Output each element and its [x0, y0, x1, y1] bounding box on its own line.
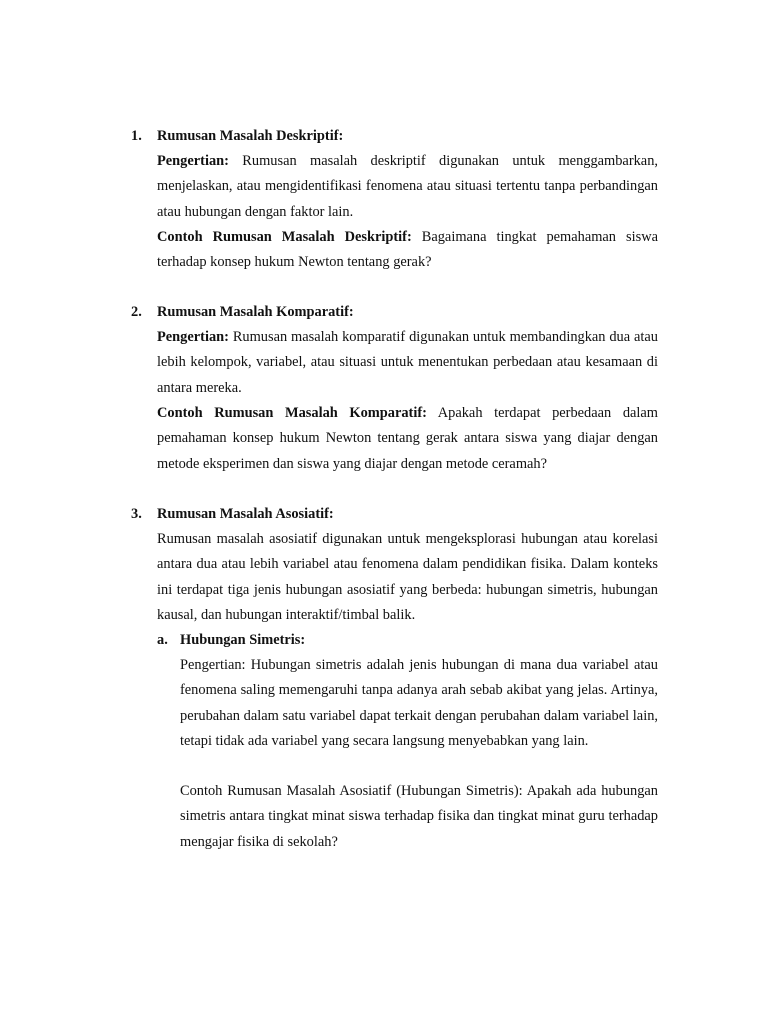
definition-paragraph: [157, 149, 658, 225]
subsection-definition: Pengertian: Hubungan simetris adalah jenis hubungan di mana dua variabel atau fenomena saling memengaruhi tanpa adanya arah sebab akibat yang jelas. Artinya, perubahan dalam satu variabel dapat terkait dengan perubahan dalam variabel lain, tetapi tidak ada variabel yang secara langsung menyebabkan yang lain.: [180, 657, 658, 749]
example-paragraph: [157, 225, 658, 276]
example-text: Apakah terdapat perbedaan dalam pemahaman konsep hukum Newton tentang gerak antara siswa yang diajar dengan metode eksperimen dan siswa yang diajar dengan metode ceramah?: [157, 405, 658, 472]
section-title: Rumusan Masalah Komparatif:: [157, 304, 354, 320]
example-paragraph: [157, 401, 658, 477]
subsection-example: Contoh Rumusan Masalah Asosiatif (Hubungan Simetris): Apakah ada hubungan simetris antara tingkat minat siswa terhadap fisika dan tingkat minat guru terhadap mengajar fisika di sekolah?: [180, 783, 658, 850]
intro-paragraph: Rumusan masalah asosiatif digunakan untuk mengeksplorasi hubungan atau korelasi antara dua atau lebih variabel atau fenomena dalam pendidikan fisika. Dalam konteks ini terdapat tiga jenis hubungan asosiatif yang berbeda: hubungan simetris, hubungan kausal, dan hubungan interaktif/timbal balik.: [157, 531, 658, 623]
subsection-letter: a.: [157, 632, 168, 648]
section-number: 1.: [131, 128, 142, 144]
example-label: Contoh Rumusan Masalah Komparatif:: [157, 405, 427, 421]
definition-label: Pengertian:: [157, 329, 229, 345]
definition-label: Pengertian:: [157, 153, 229, 169]
example-label: Contoh Rumusan Masalah Deskriptif:: [157, 229, 412, 245]
section-title: Rumusan Masalah Asosiatif:: [157, 506, 334, 522]
definition-text: Rumusan masalah deskriptif digunakan untuk menggambarkan, menjelaskan, atau mengidentifikasi fenomena atau situasi tertentu tanpa perbandingan atau hubungan dengan faktor lain.: [157, 153, 658, 220]
section-number: 2.: [131, 304, 142, 320]
subsection-title: Hubungan Simetris:: [180, 632, 306, 648]
example-text: Bagaimana tingkat pemahaman siswa terhadap konsep hukum Newton tentang gerak?: [157, 229, 658, 271]
section-number: 3.: [131, 506, 142, 522]
section-title: Rumusan Masalah Deskriptif:: [157, 128, 344, 144]
definition-paragraph: [157, 325, 658, 401]
definition-text: Rumusan masalah komparatif digunakan untuk membandingkan dua atau lebih kelompok, variabel, atau situasi untuk menentukan perbedaan atau kesamaan di antara mereka.: [157, 329, 658, 396]
